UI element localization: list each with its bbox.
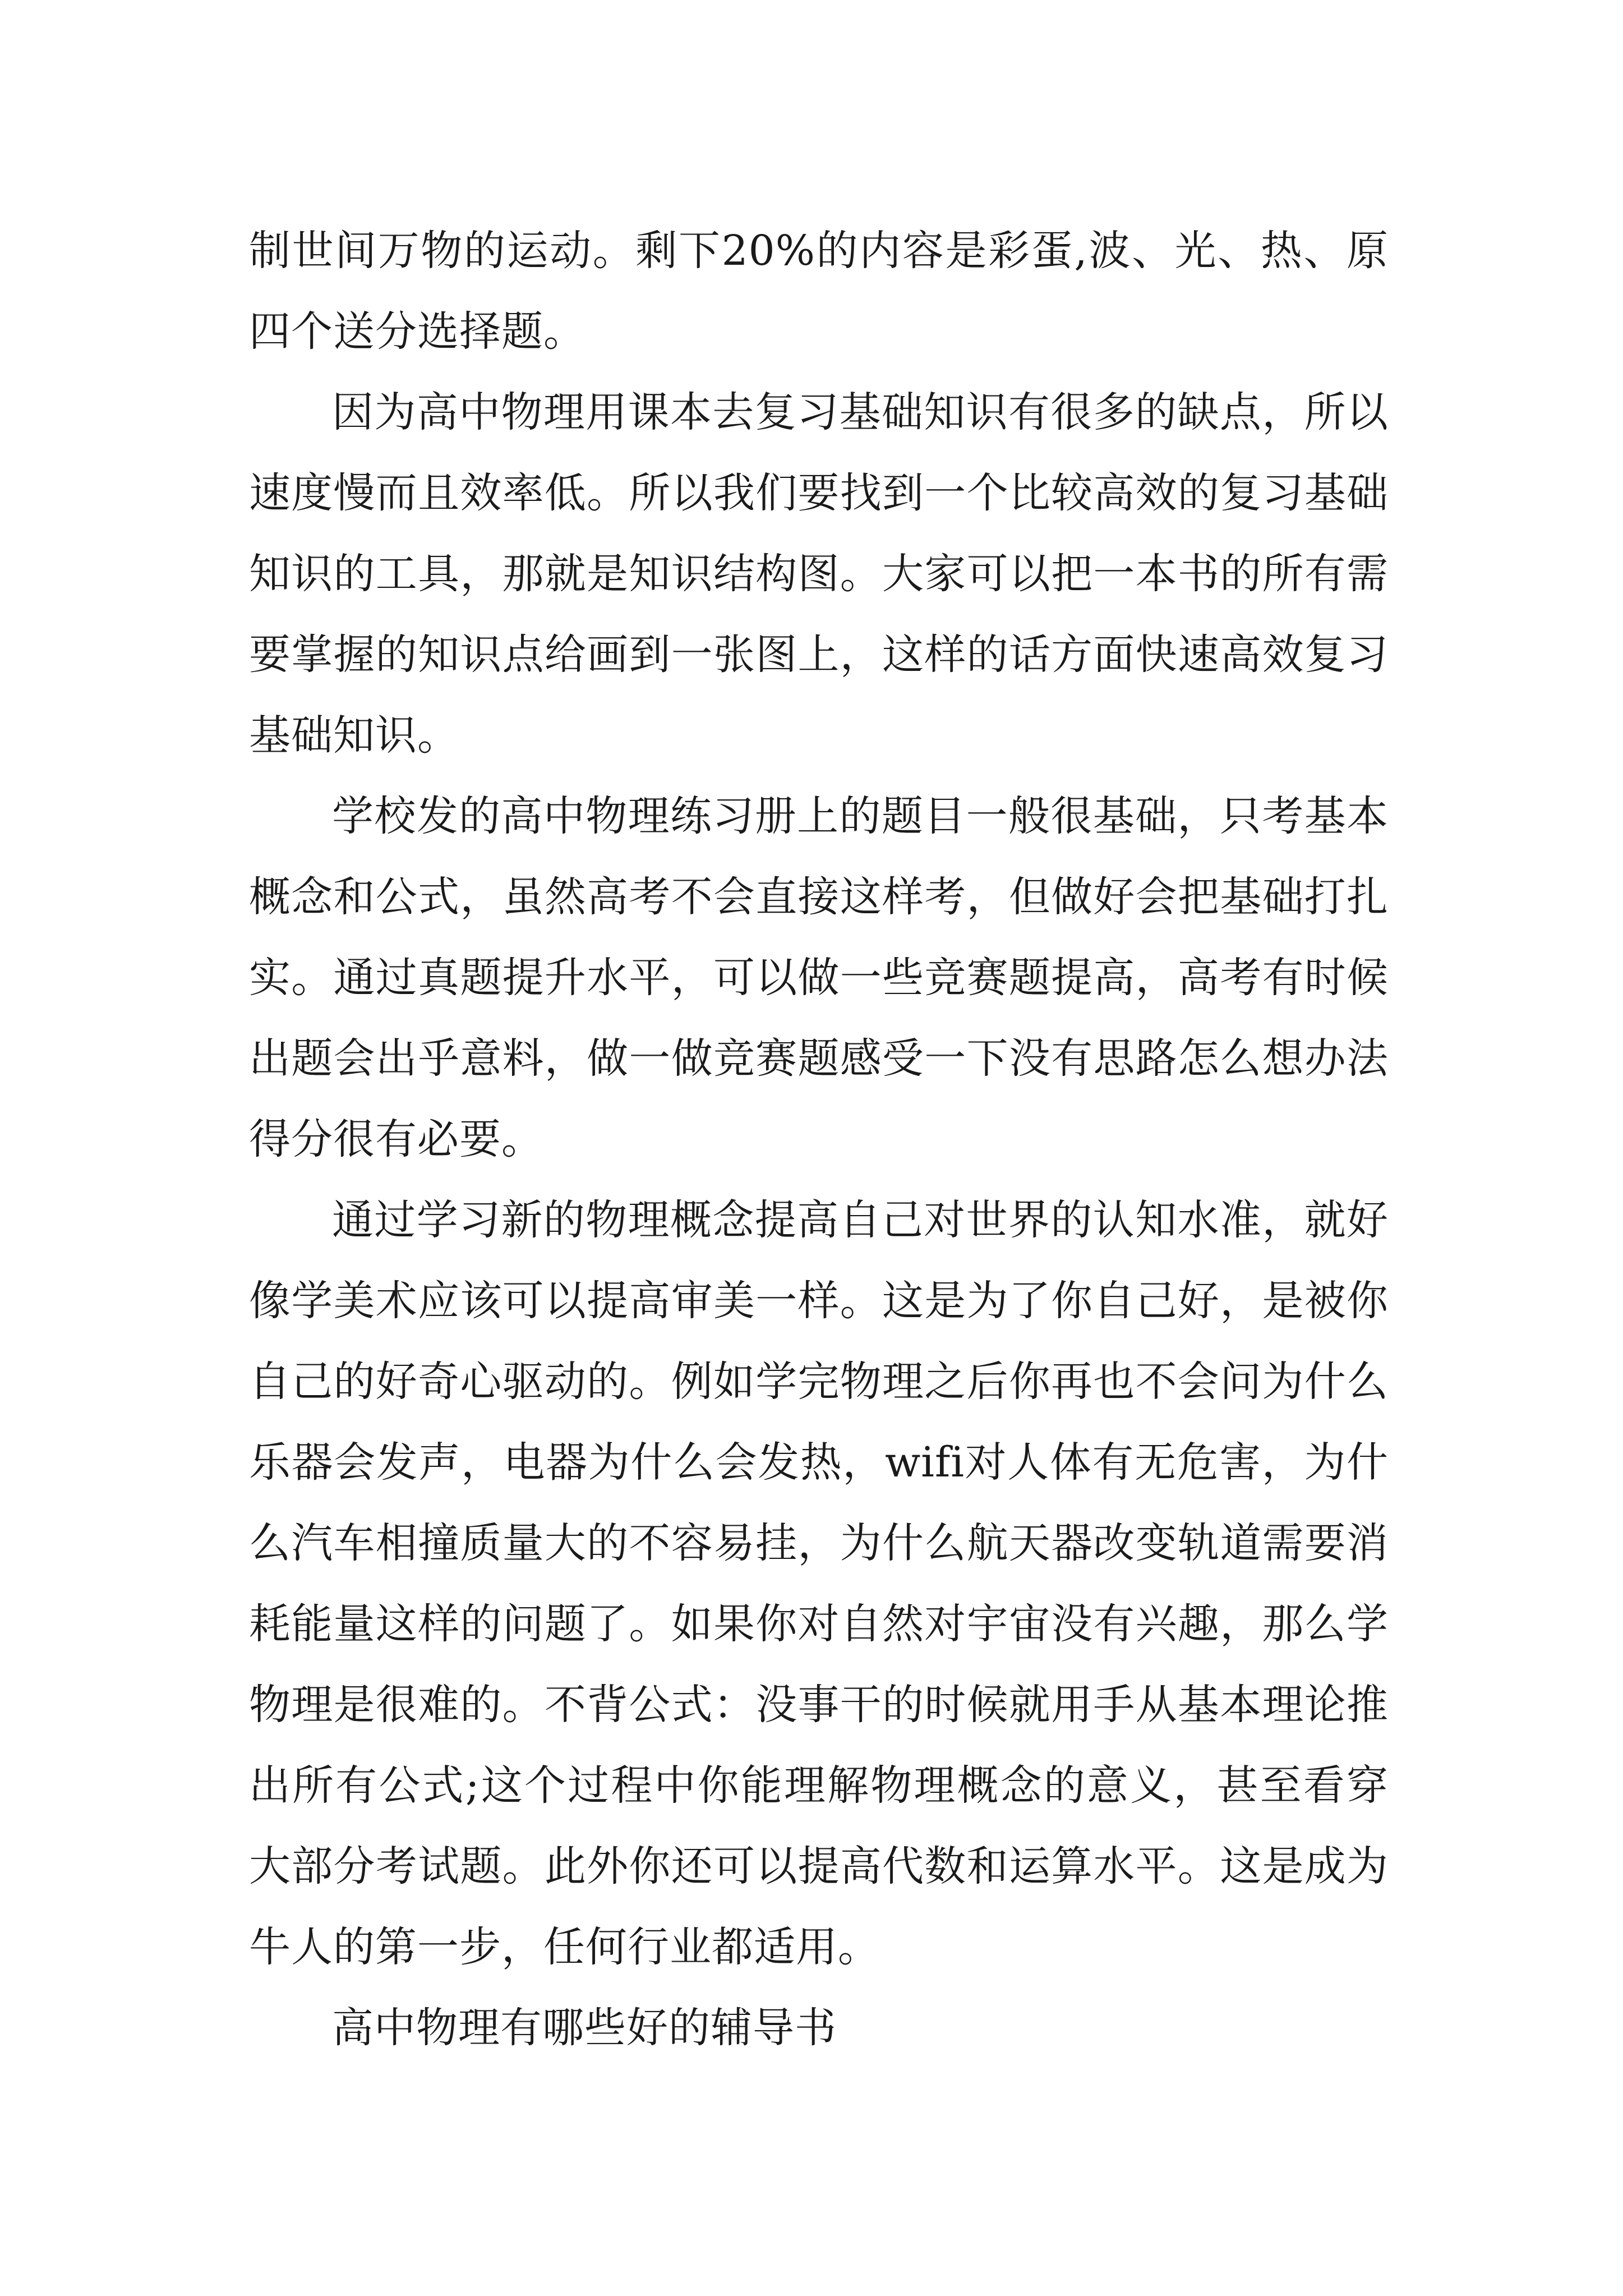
paragraph-practice: 学校发的高中物理练习册上的题目一般很基础，只考基本概念和公式，虽然高考不会直接这样考，但做好会把基础打扎实。通过真题提升水平，可以做一些竞赛题提高，高考有时候出题会出乎意料，做一做竞赛题感受一下没有思路怎么想办法得分很有必要。: [249, 792, 1389, 1163]
document-body: [249, 210, 1389, 2068]
paragraph-knowledge-map: 因为高中物理用课本去复习基础知识有很多的缺点，所以速度慢而且效率低。所以我们要找到一个比较高效的复习基础知识的工具，那就是知识结构图。大家可以把一本书的所有需要掌握的知识点给画到一张图上，这样的话方面快速高效复习基础知识。: [249, 388, 1389, 760]
section-heading-guide-books: 高中物理有哪些好的辅导书: [332, 2004, 837, 2052]
paragraph-curiosity: 通过学习新的物理概念提高自己对世界的认知水准，就好像学美术应该可以提高审美一样。这是为了你自己好，是被你自己的好奇心驱动的。例如学完物理之后你再也不会问为什么乐器会发声，电器为什么会发热，wifi对人体有无危害，为什么汽车相撞质量大的不容易挂，为什么航天器改变轨道需要消耗能量这样的问题了。如果你对自然对宇宙没有兴趣，那么学物理是很难的。不背公式：没事干的时候就用手从基本理论推出所有公式;这个过程中你能理解物理概念的意义，甚至看穿大部分考试题。此外你还可以提高代数和运算水平。这是成为牛人的第一步，任何行业都适用。: [249, 1196, 1389, 1971]
paragraph-continuation: 制世间万物的运动。剩下20%的内容是彩蛋,波、光、热、原四个送分选择题。: [249, 227, 1389, 356]
